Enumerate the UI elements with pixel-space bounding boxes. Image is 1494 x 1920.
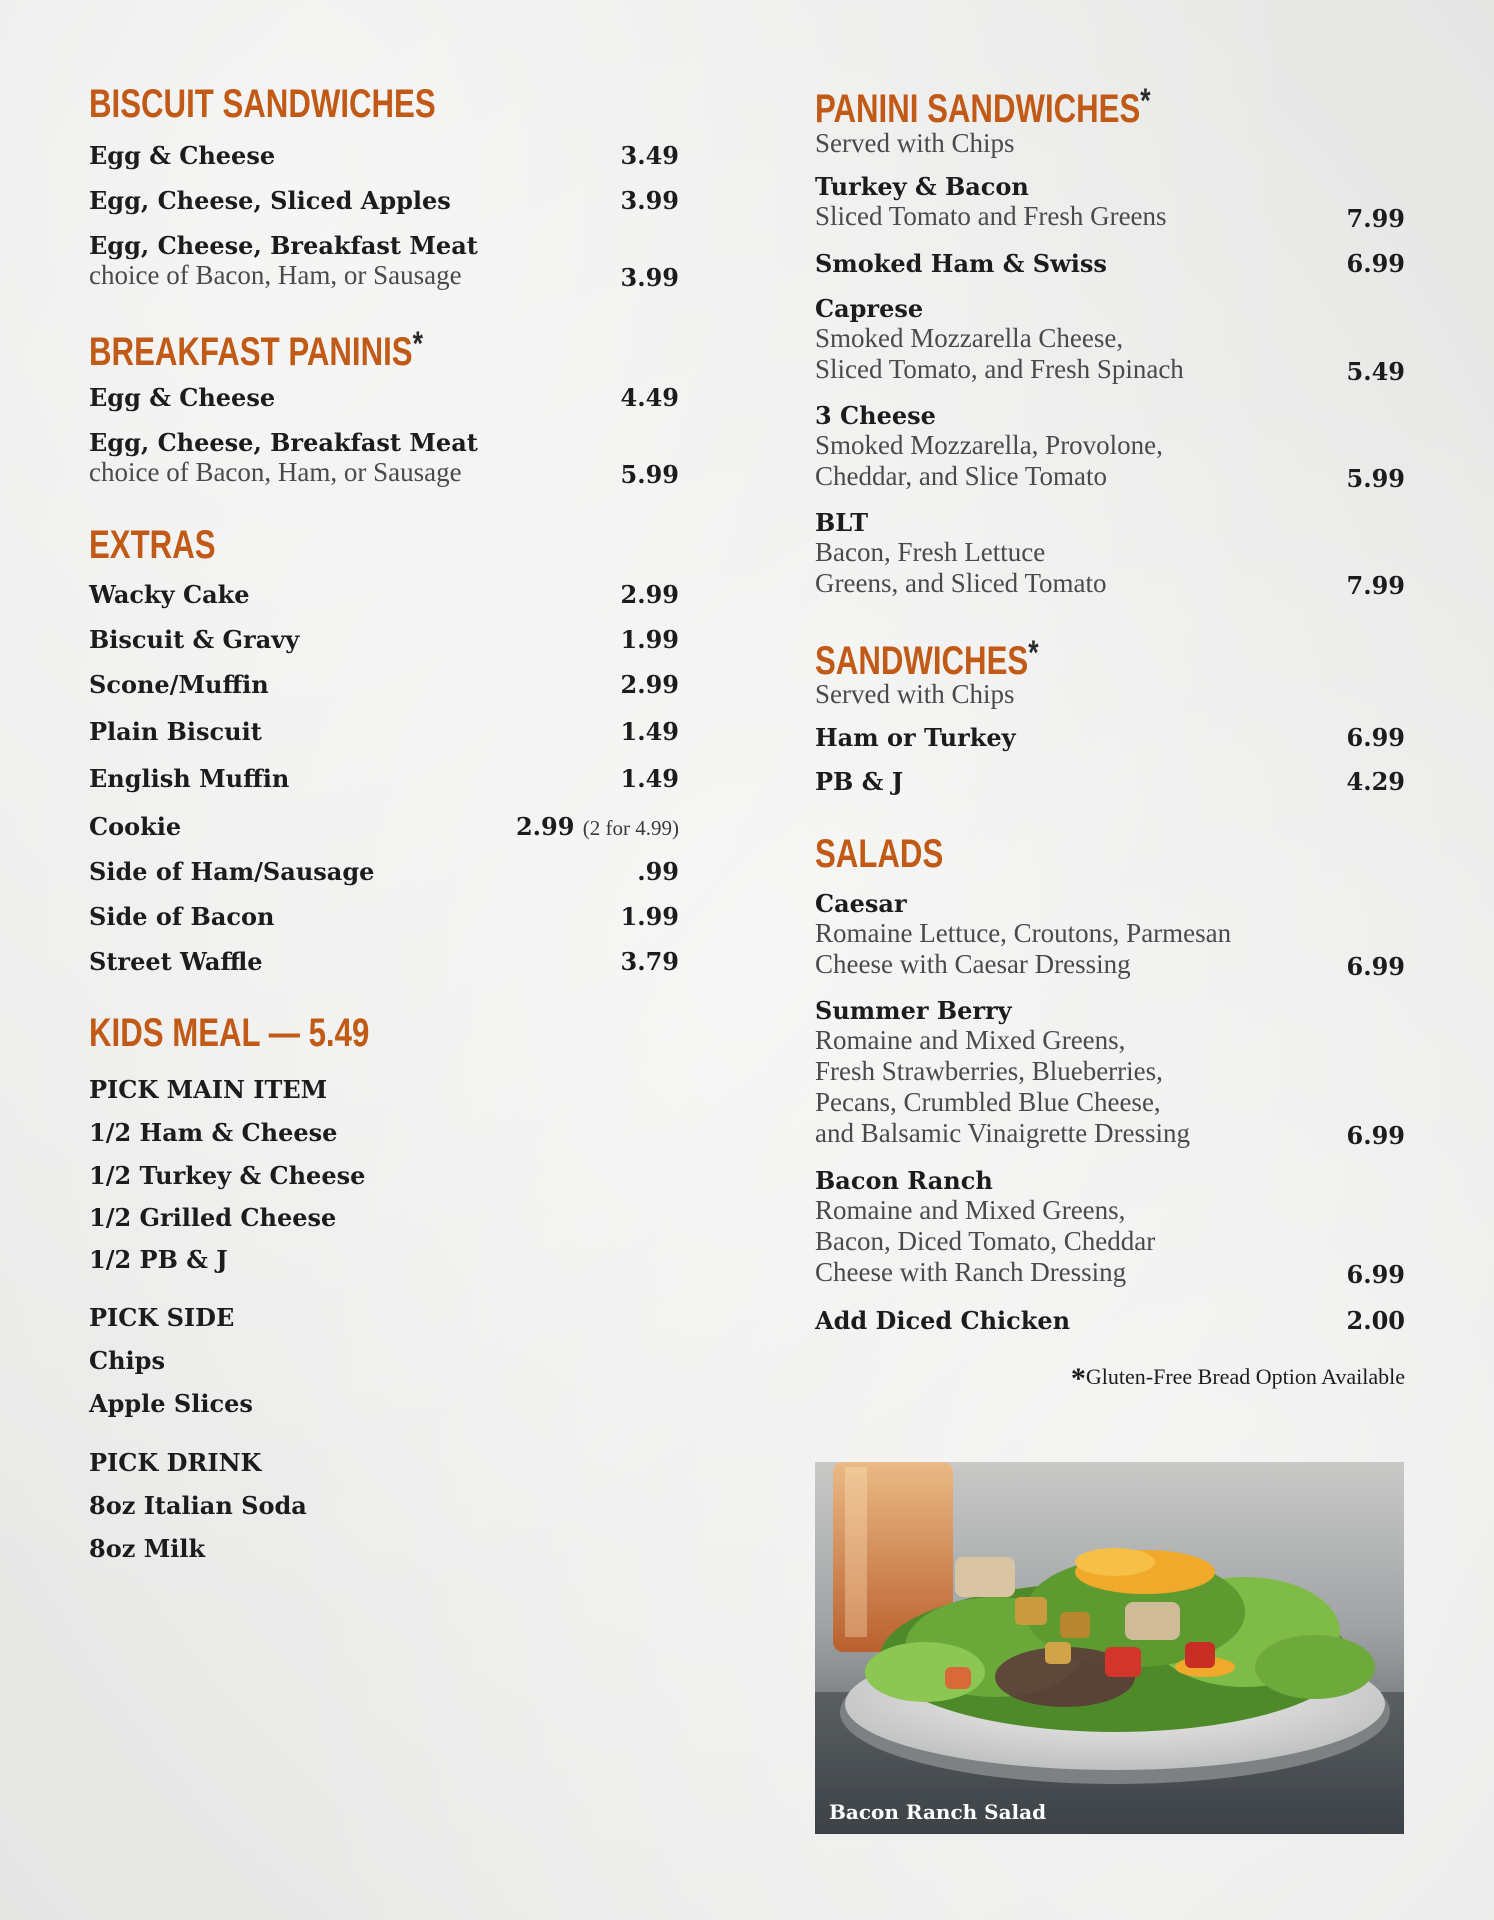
asterisk: * <box>1028 634 1039 672</box>
menu-item <box>815 249 1405 278</box>
item-name: Egg, Cheese, Sliced Apples <box>89 186 451 215</box>
menu-item <box>89 902 679 931</box>
section-title-text: BREAKFAST PANINIS <box>89 330 413 374</box>
item-price: 1.99 <box>620 902 679 931</box>
item-price <box>516 812 679 841</box>
menu-item <box>815 723 1405 752</box>
menu-item <box>815 508 1405 599</box>
item-price: 1.99 <box>620 625 679 654</box>
kids-pick-drink-label: PICK DRINK <box>89 1448 262 1477</box>
item-price: 2.99 <box>620 670 679 699</box>
item-price: 1.49 <box>620 717 679 746</box>
item-description: Romaine and Mixed Greens, <box>815 1025 1126 1055</box>
item-description: Sliced Tomato and Fresh Greens <box>815 201 1167 231</box>
menu-item <box>89 231 679 291</box>
item-price: 6.99 <box>1346 723 1405 752</box>
section-subtitle: Served with Chips <box>815 679 1015 709</box>
menu-item <box>89 764 679 793</box>
menu-item <box>815 172 1405 232</box>
item-name: Cookie <box>89 812 182 841</box>
section-title-kids-meal: KIDS MEAL — 5.49 <box>89 1011 370 1055</box>
section-title-text: PANINI SANDWICHES <box>815 87 1141 131</box>
kids-main-item: 1/2 Turkey & Cheese <box>89 1161 366 1190</box>
item-name: Egg & Cheese <box>89 383 276 412</box>
kids-side-item: Apple Slices <box>89 1389 253 1418</box>
menu-item <box>89 428 679 488</box>
item-price: .99 <box>637 857 679 886</box>
item-price: 6.99 <box>1346 1121 1405 1150</box>
item-name: Smoked Ham & Swiss <box>815 249 1107 278</box>
item-name: Egg & Cheese <box>89 141 276 170</box>
item-price: 2.00 <box>1346 1306 1405 1335</box>
menu-item <box>89 186 679 215</box>
salad-image <box>815 1462 1404 1834</box>
item-description: Romaine Lettuce, Croutons, Parmesan <box>815 918 1232 948</box>
menu-item <box>89 580 679 609</box>
item-price: 7.99 <box>1346 204 1405 233</box>
gluten-free-note-text: Gluten-Free Bread Option Available <box>1085 1364 1405 1389</box>
item-price: 3.99 <box>620 186 679 215</box>
item-name: Egg, Cheese, Breakfast Meat <box>89 231 478 260</box>
menu-item <box>815 767 1405 796</box>
kids-pick-main-label: PICK MAIN ITEM <box>89 1075 328 1104</box>
menu-item <box>815 294 1405 385</box>
section-title-extras: EXTRAS <box>89 523 216 567</box>
item-name: Side of Ham/Sausage <box>89 857 375 886</box>
item-name: Bacon Ranch <box>815 1166 993 1195</box>
item-name: Ham or Turkey <box>815 723 1016 752</box>
item-description: Greens, and Sliced Tomato <box>815 568 1107 598</box>
item-name: Street Waffle <box>89 947 263 976</box>
menu-item <box>89 812 679 841</box>
kids-main-item: 1/2 Ham & Cheese <box>89 1118 338 1147</box>
item-name: Wacky Cake <box>89 580 250 609</box>
kids-side-item: Chips <box>89 1346 165 1375</box>
item-price: 1.49 <box>620 764 679 793</box>
item-description: Cheese with Ranch Dressing <box>815 1257 1127 1287</box>
item-price: 7.99 <box>1346 571 1405 600</box>
item-description: Bacon, Fresh Lettuce <box>815 537 1046 567</box>
item-description: and Balsamic Vinaigrette Dressing <box>815 1118 1191 1148</box>
menu-item <box>815 1306 1405 1335</box>
item-description: Romaine and Mixed Greens, <box>815 1195 1126 1225</box>
menu-item <box>815 1166 1405 1288</box>
item-price: 6.99 <box>1346 249 1405 278</box>
item-description: Smoked Mozzarella, Provolone, <box>815 430 1163 460</box>
kids-pick-side-label: PICK SIDE <box>89 1303 235 1332</box>
kids-main-item: 1/2 PB & J <box>89 1245 228 1274</box>
menu-item <box>89 670 679 699</box>
gluten-free-note <box>1071 1362 1405 1396</box>
item-description: Pecans, Crumbled Blue Cheese, <box>815 1087 1161 1117</box>
item-name: 3 Cheese <box>815 401 936 430</box>
item-description: Cheese with Caesar Dressing <box>815 949 1131 979</box>
item-description: choice of Bacon, Ham, or Sausage <box>89 457 462 487</box>
item-price: 4.49 <box>620 383 679 412</box>
photo-caption: Bacon Ranch Salad <box>829 1800 1047 1824</box>
menu-item <box>815 889 1405 980</box>
item-price: 2.99 <box>620 580 679 609</box>
menu-item <box>815 401 1405 492</box>
item-name: BLT <box>815 508 869 537</box>
section-title-panini-sandwiches <box>815 84 1151 129</box>
item-price: 3.49 <box>620 141 679 170</box>
item-description: Bacon, Diced Tomato, Cheddar <box>815 1226 1156 1256</box>
item-price: 6.99 <box>1346 1260 1405 1289</box>
item-name: Biscuit & Gravy <box>89 625 300 654</box>
item-price: 3.79 <box>620 947 679 976</box>
kids-drink-item: 8oz Milk <box>89 1534 206 1563</box>
menu-item <box>89 383 679 412</box>
item-description: Sliced Tomato, and Fresh Spinach <box>815 354 1184 384</box>
menu-item <box>815 996 1405 1149</box>
menu-item <box>89 141 679 170</box>
item-price: 6.99 <box>1346 952 1405 981</box>
menu-item <box>89 625 679 654</box>
asterisk: * <box>1070 1362 1086 1395</box>
item-price: 4.29 <box>1346 767 1405 796</box>
item-name: Side of Bacon <box>89 902 275 931</box>
item-name: English Muffin <box>89 764 290 793</box>
item-name: Caesar <box>815 889 907 918</box>
asterisk: * <box>412 325 423 363</box>
item-name: Summer Berry <box>815 996 1012 1025</box>
section-title-salads: SALADS <box>815 832 944 876</box>
section-title-breakfast-paninis <box>89 327 423 372</box>
salad-photo <box>815 1462 1404 1834</box>
kids-drink-item: 8oz Italian Soda <box>89 1491 307 1520</box>
section-subtitle: Served with Chips <box>815 128 1015 158</box>
section-title-sandwiches <box>815 636 1039 681</box>
item-price: 5.49 <box>1346 357 1405 386</box>
item-description: Cheddar, and Slice Tomato <box>815 461 1107 491</box>
item-description: choice of Bacon, Ham, or Sausage <box>89 260 462 290</box>
price-note: (2 for 4.99) <box>582 816 679 840</box>
item-name: Add Diced Chicken <box>815 1306 1071 1335</box>
item-price: 5.99 <box>1346 464 1405 493</box>
item-name: Scone/Muffin <box>89 670 269 699</box>
menu-item <box>89 717 679 746</box>
item-price: 5.99 <box>620 460 679 489</box>
menu-item <box>89 857 679 886</box>
price-value: 2.99 <box>515 812 575 841</box>
item-name: PB & J <box>815 767 904 796</box>
section-title-biscuit-sandwiches: BISCUIT SANDWICHES <box>89 82 436 126</box>
menu-item <box>89 947 679 976</box>
item-name: Egg, Cheese, Breakfast Meat <box>89 428 478 457</box>
item-price: 3.99 <box>620 263 679 292</box>
item-description: Smoked Mozzarella Cheese, <box>815 323 1124 353</box>
item-name: Plain Biscuit <box>89 717 262 746</box>
item-name: Caprese <box>815 294 924 323</box>
asterisk: * <box>1140 82 1151 120</box>
item-name: Turkey & Bacon <box>815 172 1029 201</box>
item-description: Fresh Strawberries, Blueberries, <box>815 1056 1163 1086</box>
kids-main-item: 1/2 Grilled Cheese <box>89 1203 337 1232</box>
section-title-text: SANDWICHES <box>815 639 1029 683</box>
